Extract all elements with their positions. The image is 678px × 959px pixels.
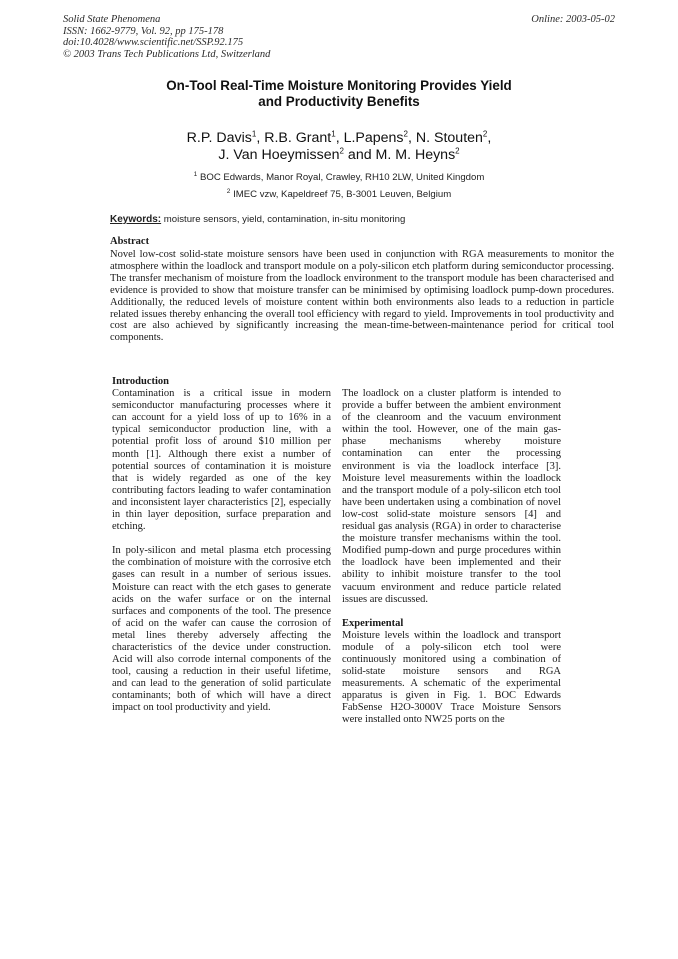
experimental-paragraph-1: Moisture levels within the loadlock and transport module of a poly-silicon etch tool were continuously monitored using a combination of solid-state moisture sensors and RGA measurements. A schematic of the experimental apparatus is given in Fig. 1. BOC Edwards FabSense H2O-3000V Trace Moisture Sensors were installed onto NW25 ports on the [342, 629, 561, 726]
author-name: R.B. Grant [264, 130, 332, 146]
abstract-heading: Abstract [110, 236, 150, 247]
keywords-text: moisture sensors, yield, contamination, in-situ monitoring [163, 214, 406, 225]
journal-metadata [63, 14, 270, 60]
affiliation-number: 2 [226, 187, 231, 195]
author-affil-sup: 2 [339, 146, 344, 156]
author-affil-sup: 2 [482, 129, 488, 139]
affiliation-number: 1 [193, 170, 198, 178]
intro-paragraph-3: The loadlock on a cluster platform is intended to provide a buffer between the ambient environment of the cleanroom and the vacuum environment within the tool. However, one of the main gas-phase mechanisms whereby moisture contamination can enter the processing environment is via the loadlock interface [3]. Moisture level measurements within the loadlock and the transport module of a poly-silicon etch tool have been undertaken using a combination of novel low-cost solid-state moisture sensors [4] and residual gas analysis (RGA) in order to characterise the moisture transfer mechanisms within the tool. Modified pump-down and purge procedures within the loadlock have been implemented and their ability to inhibit moisture transfer to the tool vacuum environment and reduce particle related issues are discussed. [342, 388, 561, 605]
copyright-line: © 2003 Trans Tech Publications Ltd, Switzerland [63, 48, 271, 60]
keywords [110, 214, 405, 225]
author-affil-sup: 1 [331, 129, 336, 139]
affiliation-text: IMEC vzw, Kapeldreef 75, B-3001 Leuven, Belgium [233, 189, 452, 200]
doi-line: doi:10.4028/www.scientific.net/SSP.92.175 [63, 37, 244, 48]
author-name: M. M. Heyns [375, 147, 456, 163]
author-affil-sup: 1 [251, 129, 257, 139]
affiliation-text: BOC Edwards, Manor Royal, Crawley, RH10 2LW, United Kingdom [199, 172, 485, 183]
authors-line-1: R.P. Davis$^1$, R.B. Grant$^1$, L.Papens$^2$, N. Stouten$^2$, [186, 129, 492, 146]
author-name: N. Stouten [415, 130, 483, 146]
title-line-1: On-Tool Real-Time Moisture Monitoring Provides Yield [166, 78, 512, 93]
author-name: R.P. Davis [186, 130, 252, 146]
author-affil-sup: 2 [403, 129, 408, 139]
author-affil-sup: 2 [455, 146, 460, 156]
abstract-text: Novel low-cost solid-state moisture sensors have been used in conjunction with RGA measurements to monitor the atmosphere within the loadlock and transport module on a poly-silicon etch platform during semiconductor processing. The transfer mechanism of moisture from the loadlock environment to the transport module has been characterised and evidence is provided to show that moisture transfer can be minimised by optimising loadlock pump-down procedures. Additionally, the reduced levels of moisture content within both environments also leads to a reduction in particle related issues thereby enhancing the overall tool efficiency with regard to yield. Improvements in tool productivity and cost are also achieved by significantly increasing the mean-time-between-maintenance period for critical tool components. [110, 249, 614, 344]
intro-paragraph-2: In poly-silicon and metal plasma etch processing the combination of moisture with the corrosive etch gases can result in a number of serious issues. Moisture can react with the etch gases to generate acids on the wafer surface or on the internal surfaces and components of the tool. The presence of acid on the wafer can cause the corrosion of metal lines thereby adversely affecting the characteristics of the device under construction. Acid will also corrode internal components of the tool, causing a reduction in their useful lifetime, and can lead to the generation of solid particulate contaminants; both of which will have a direct impact on tool productivity and yield. [112, 545, 331, 714]
left-column [112, 376, 331, 715]
affiliation-1 [90, 172, 588, 184]
title-line-2: and Productivity Benefits [258, 93, 420, 109]
author-list [90, 130, 588, 164]
online-date: Online: 2003-05-02 [531, 14, 615, 25]
paragraph-gap [112, 533, 331, 545]
right-column [342, 388, 561, 727]
author-name: J. Van Hoeymissen [218, 147, 340, 163]
intro-paragraph-1: Contamination is a critical issue in modern semiconductor manufacturing processes where it can account for a yield loss of up to 16% in a typical semiconductor production line, with a potential profit loss of around $10 million per month [1]. Although there exist a number of potential sources of contamination it is moisture that is widely regarded as one of the key contributing factors leading to wafer contamination and inconsistent layer characteristics [2], especially in thin layer deposition, surface preparation and etching. [112, 388, 331, 533]
issn-line: ISSN: 1662-9779, Vol. 92, pp 175-178 [63, 25, 224, 37]
author-name: L.Papens [343, 130, 404, 146]
affiliation-2 [90, 189, 588, 201]
keywords-label: Keywords: [110, 214, 162, 225]
authors-line-2: J. Van Hoeymissen$^2$ and M. M. Heyns$^2$ [218, 146, 460, 163]
introduction-heading: Introduction [112, 376, 169, 387]
experimental-heading: Experimental [342, 617, 404, 629]
journal-name: Solid State Phenomena [63, 14, 161, 25]
paragraph-gap [342, 606, 561, 618]
paper-title [90, 78, 588, 109]
